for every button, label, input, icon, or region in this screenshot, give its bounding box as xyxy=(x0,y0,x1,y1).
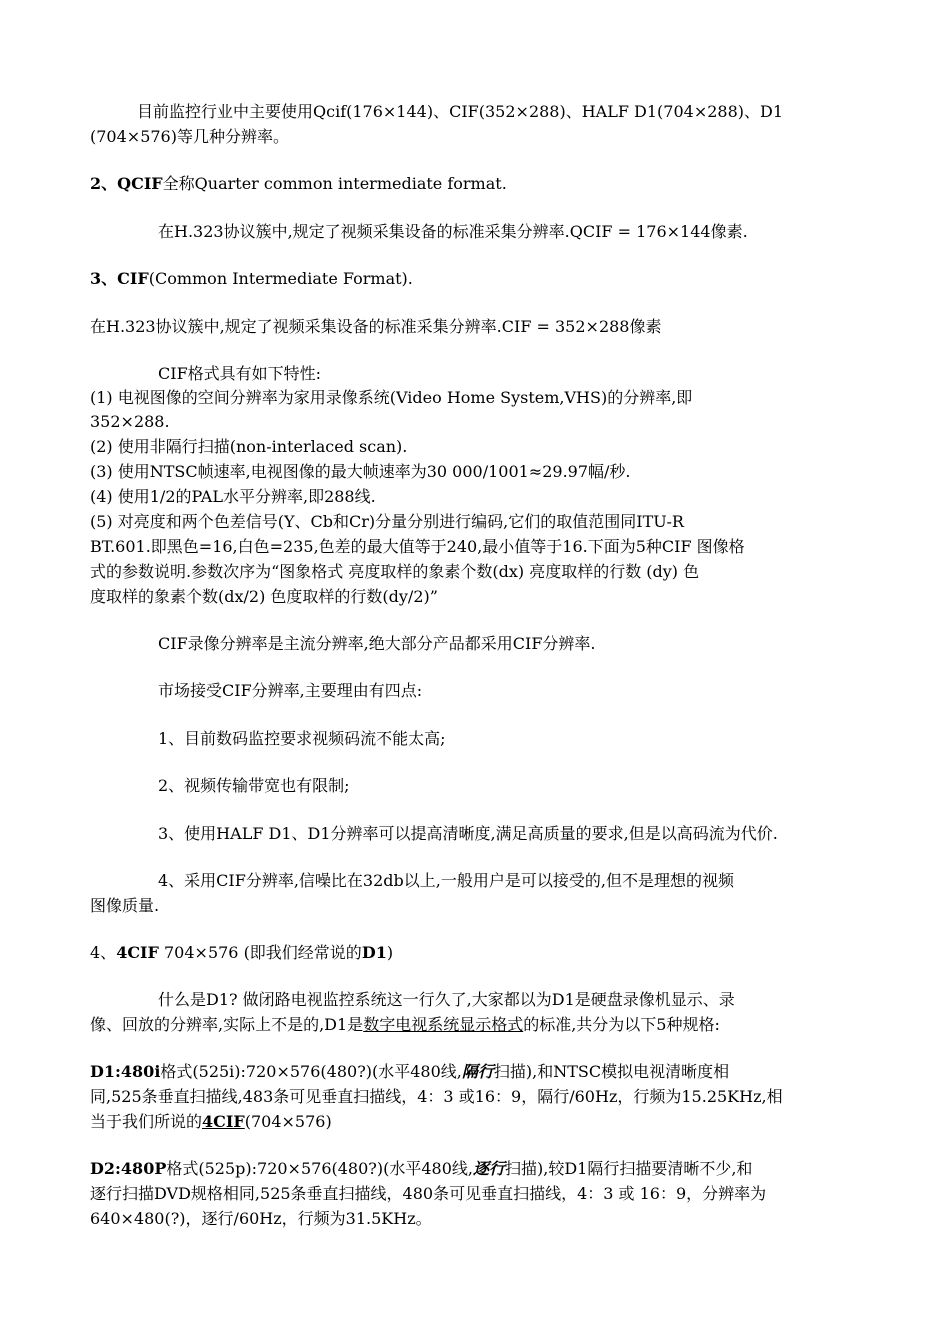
reason-4-line-2: 图像质量. xyxy=(90,896,160,915)
d2-spec-line-2: 逐行扫描DVD规格相同,525条垂直扫描线，480条可见垂直扫描线，4：3 或 16：9，分辨率为 xyxy=(90,1184,767,1203)
section-4-term: 4CIF xyxy=(116,943,159,962)
d1-question-line-2 xyxy=(90,1013,720,1037)
feature-3: (3) 使用NTSC帧速率,电视图像的最大帧速率为30 000/1001≈29.97幅/秒. xyxy=(90,462,631,481)
d2-spec-line-3: 640×480(?)，逐行/60Hz，行频为31.5KHz。 xyxy=(90,1209,432,1228)
d1-spec-line-2: 同,525条垂直扫描线,483条可见垂直扫描线，4：3 或16：9，隔行/60Hz，行频为15.25KHz,相 xyxy=(90,1087,783,1106)
feature-2: (2) 使用非隔行扫描(non-interlaced scan). xyxy=(90,437,408,456)
d1-spec-line-3-prefix: 当于我们所说的 xyxy=(90,1112,203,1131)
d1-spec-text-b: 扫描),和NTSC模拟电视清晰度相 xyxy=(493,1062,730,1081)
qcif-definition: 在H.323协议簇中,规定了视频采集设备的标准采集分辨率.QCIF = 176×144像素. xyxy=(158,222,748,241)
section-3-title: (Common Intermediate Format). xyxy=(148,269,413,288)
section-4-close: ) xyxy=(386,943,394,962)
section-3-term: CIF xyxy=(117,269,149,288)
d1-spec-label: D1:480i xyxy=(90,1062,161,1081)
intro-line-1: 目前监控行业中主要使用Qcif(176×144)、CIF(352×288)、HALF D1(704×288)、D1 xyxy=(137,102,784,121)
intro-line-2: (704×576)等几种分辨率。 xyxy=(90,127,289,146)
section-2-term: QCIF xyxy=(117,174,163,193)
cif-mainstream: CIF录像分辨率是主流分辨率,绝大部分产品都采用CIF分辨率. xyxy=(158,634,596,653)
section-2-title: 全称Quarter common intermediate format. xyxy=(162,174,507,193)
reason-2: 2、视频传输带宽也有限制; xyxy=(158,776,350,795)
cif-features-intro: CIF格式具有如下特性: xyxy=(158,364,322,383)
reason-1: 1、目前数码监控要求视频码流不能太高; xyxy=(158,729,446,748)
feature-5-line-2: BT.601.即黑色=16,白色=235,色差的最大值等于240,最小值等于16.下面为5种CIF 图像格 xyxy=(90,537,745,556)
feature-1-line-1: (1) 电视图像的空间分辨率为家用录像系统(Video Home System,VHS)的分辨率,即 xyxy=(90,388,693,407)
section-4-number: 4、 xyxy=(90,943,117,962)
feature-5-line-1: (5) 对亮度和两个色差信号(Y、Cb和Cr)分量分别进行编码,它们的取值范围同ITU-R xyxy=(90,512,684,531)
d2-spec-progressive: 逐行 xyxy=(472,1159,505,1178)
d2-spec-prefix: D2: xyxy=(90,1159,121,1178)
d1-question-prefix: 像、回放的分辨率,实际上不是的,D1是 xyxy=(90,1015,364,1034)
section-2-heading xyxy=(90,172,507,196)
feature-5-line-3: 式的参数说明.参数次序为“图象格式 亮度取样的象素个数(dx) 亮度取样的行数 (dy) 色 xyxy=(90,562,700,581)
section-3-number: 3、 xyxy=(90,269,118,288)
d2-spec-label: 480P xyxy=(120,1159,167,1178)
d2-spec-text-a: 格式(525p):720×576(480?)(水平480线, xyxy=(166,1159,473,1178)
d1-spec-text-a: 格式(525i):720×576(480?)(水平480线, xyxy=(160,1062,462,1081)
d2-spec-line-1 xyxy=(90,1157,752,1181)
section-4-heading xyxy=(90,941,393,965)
reason-3: 3、使用HALF D1、D1分辨率可以提高清晰度,满足高质量的要求,但是以高码流为代价. xyxy=(158,824,778,843)
4cif-link[interactable]: 4CIF xyxy=(202,1112,245,1131)
section-4-resolution: 704×576 (即我们经常说的 xyxy=(158,943,362,962)
cif-market-reasons: 市场接受CIF分辨率,主要理由有四点: xyxy=(158,681,423,700)
d1-spec-line-3-suffix: (704×576) xyxy=(244,1112,332,1131)
d1-spec-interlaced: 隔行 xyxy=(461,1062,494,1081)
d1-question-suffix: 的标准,共分为以下5种规格: xyxy=(523,1015,720,1034)
section-2-number: 2、 xyxy=(90,174,118,193)
cif-definition: 在H.323协议簇中,规定了视频采集设备的标准采集分辨率.CIF = 352×288像素 xyxy=(90,317,662,336)
feature-5-line-4: 度取样的象素个数(dx/2) 色度取样的行数(dy/2)” xyxy=(90,587,438,606)
feature-4: (4) 使用1/2的PAL水平分辨率,即288线. xyxy=(90,487,376,506)
feature-1-line-2: 352×288. xyxy=(90,412,170,431)
d1-question-line-1: 什么是D1? 做闭路电视监控系统这一行久了,大家都以为D1是硬盘录像机显示、录 xyxy=(158,990,735,1009)
digital-tv-format-link[interactable]: 数字电视系统显示格式 xyxy=(363,1015,524,1034)
section-3-heading xyxy=(90,267,413,291)
d1-spec-line-3 xyxy=(90,1110,332,1134)
reason-4-line-1: 4、采用CIF分辨率,信噪比在32db以上,一般用户是可以接受的,但不是理想的视频 xyxy=(158,871,734,890)
d1-spec-line-1 xyxy=(90,1060,729,1084)
d2-spec-text-b: 扫描),较D1隔行扫描要清晰不少,和 xyxy=(505,1159,753,1178)
section-4-d1: D1 xyxy=(361,943,387,962)
